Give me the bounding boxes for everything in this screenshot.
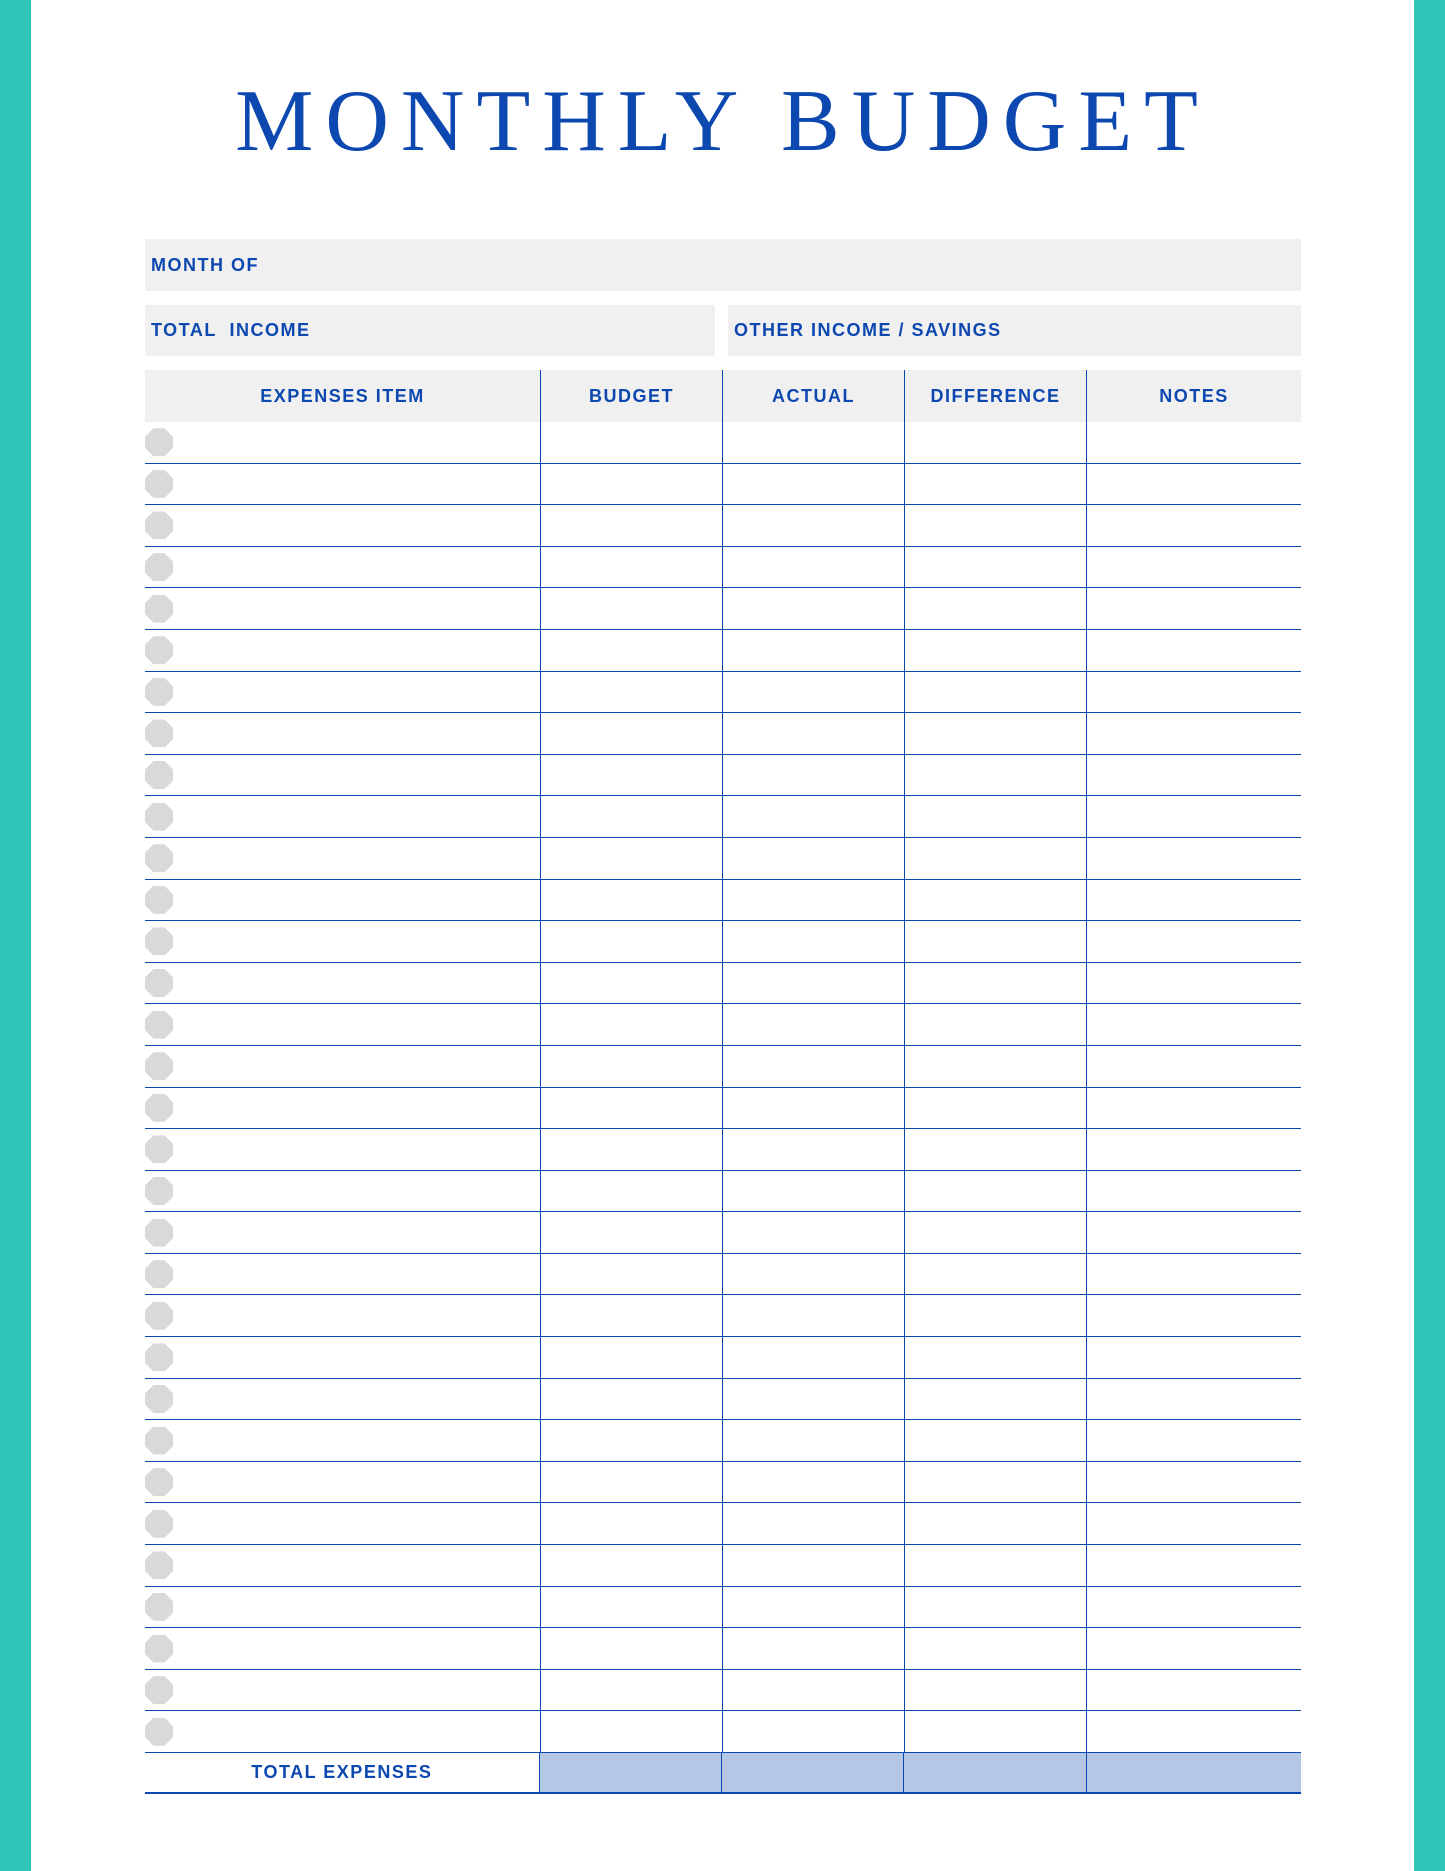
- notes-cell[interactable]: [1086, 1420, 1301, 1461]
- expense-item-cell[interactable]: [145, 921, 540, 962]
- difference-cell[interactable]: [904, 880, 1086, 921]
- notes-cell[interactable]: [1086, 1462, 1301, 1503]
- table-row: [145, 422, 1301, 464]
- header-difference: DIFFERENCE: [904, 370, 1086, 422]
- budget-cell[interactable]: [540, 880, 722, 921]
- bullet-icon: [145, 1676, 173, 1704]
- total-notes-cell[interactable]: [1086, 1753, 1301, 1792]
- actual-cell[interactable]: [722, 422, 904, 463]
- expense-item-cell[interactable]: [145, 505, 540, 546]
- budget-cell[interactable]: [540, 755, 722, 796]
- budget-cell[interactable]: [540, 1004, 722, 1045]
- actual-cell[interactable]: [722, 1171, 904, 1212]
- table-row: [145, 630, 1301, 672]
- expense-item-cell[interactable]: [145, 1337, 540, 1378]
- budget-cell[interactable]: [540, 672, 722, 713]
- table-row: [145, 921, 1301, 963]
- table-row: [145, 1379, 1301, 1421]
- actual-cell[interactable]: [722, 713, 904, 754]
- table-row: [145, 505, 1301, 547]
- difference-cell[interactable]: [904, 1337, 1086, 1378]
- difference-cell[interactable]: [904, 1088, 1086, 1129]
- expense-item-cell[interactable]: [145, 1004, 540, 1045]
- expense-item-cell[interactable]: [145, 547, 540, 588]
- budget-cell[interactable]: [540, 1420, 722, 1461]
- budget-cell[interactable]: [540, 796, 722, 837]
- actual-cell[interactable]: [722, 1628, 904, 1669]
- notes-cell[interactable]: [1086, 1254, 1301, 1295]
- notes-cell[interactable]: [1086, 505, 1301, 546]
- table-row: [145, 713, 1301, 755]
- budget-cell[interactable]: [540, 963, 722, 1004]
- difference-cell[interactable]: [904, 1462, 1086, 1503]
- notes-cell[interactable]: [1086, 1587, 1301, 1628]
- bullet-icon: [145, 1052, 173, 1080]
- table-row: [145, 1545, 1301, 1587]
- actual-cell[interactable]: [722, 1670, 904, 1711]
- notes-cell[interactable]: [1086, 838, 1301, 879]
- difference-cell[interactable]: [904, 713, 1086, 754]
- bullet-icon: [145, 969, 173, 997]
- actual-cell[interactable]: [722, 796, 904, 837]
- budget-cell[interactable]: [540, 1088, 722, 1129]
- budget-cell[interactable]: [540, 1295, 722, 1336]
- difference-cell[interactable]: [904, 1711, 1086, 1752]
- table-row: [145, 672, 1301, 714]
- budget-cell[interactable]: [540, 713, 722, 754]
- expense-item-cell[interactable]: [145, 838, 540, 879]
- difference-cell[interactable]: [904, 1046, 1086, 1087]
- bullet-icon: [145, 1260, 173, 1288]
- header-budget: BUDGET: [540, 370, 722, 422]
- budget-cell[interactable]: [540, 1212, 722, 1253]
- bullet-icon: [145, 678, 173, 706]
- bullet-icon: [145, 1427, 173, 1455]
- difference-cell[interactable]: [904, 1670, 1086, 1711]
- table-row: [145, 1670, 1301, 1712]
- expense-item-cell[interactable]: [145, 1295, 540, 1336]
- expense-item-cell[interactable]: [145, 1046, 540, 1087]
- table-row: [145, 547, 1301, 589]
- expense-item-cell[interactable]: [145, 630, 540, 671]
- total-income-label: TOTAL INCOME: [151, 320, 311, 340]
- difference-cell[interactable]: [904, 1171, 1086, 1212]
- table-row: [145, 1129, 1301, 1171]
- expense-item-cell[interactable]: [145, 713, 540, 754]
- expense-item-cell[interactable]: [145, 963, 540, 1004]
- left-accent-bar: [0, 0, 31, 1871]
- difference-cell[interactable]: [904, 1295, 1086, 1336]
- header-expenses-item: EXPENSES ITEM: [260, 385, 425, 406]
- expense-item-cell[interactable]: [145, 1462, 540, 1503]
- notes-cell[interactable]: [1086, 1545, 1301, 1586]
- total-expenses-label: TOTAL EXPENSES: [251, 1762, 433, 1782]
- notes-cell[interactable]: [1086, 1046, 1301, 1087]
- table-row: [145, 755, 1301, 797]
- bullet-icon: [145, 719, 173, 747]
- notes-cell[interactable]: [1086, 1129, 1301, 1170]
- difference-cell[interactable]: [904, 1587, 1086, 1628]
- actual-cell[interactable]: [722, 1295, 904, 1336]
- difference-cell[interactable]: [904, 838, 1086, 879]
- table-row: [145, 880, 1301, 922]
- bullet-icon: [145, 553, 173, 581]
- total-budget-cell[interactable]: [539, 1753, 721, 1792]
- actual-cell[interactable]: [722, 547, 904, 588]
- bullet-icon: [145, 803, 173, 831]
- notes-cell[interactable]: [1086, 464, 1301, 505]
- bullet-icon: [145, 1094, 173, 1122]
- budget-cell[interactable]: [540, 1587, 722, 1628]
- notes-cell[interactable]: [1086, 1088, 1301, 1129]
- expense-item-cell[interactable]: [145, 1503, 540, 1544]
- budget-cell[interactable]: [540, 1046, 722, 1087]
- expense-item-cell[interactable]: [145, 1129, 540, 1170]
- difference-cell[interactable]: [904, 1379, 1086, 1420]
- actual-cell[interactable]: [722, 1587, 904, 1628]
- expense-item-cell[interactable]: [145, 880, 540, 921]
- actual-cell[interactable]: [722, 588, 904, 629]
- notes-cell[interactable]: [1086, 1004, 1301, 1045]
- actual-cell[interactable]: [722, 1711, 904, 1752]
- notes-cell[interactable]: [1086, 796, 1301, 837]
- budget-cell[interactable]: [540, 630, 722, 671]
- bullet-icon: [145, 1385, 173, 1413]
- total-income-field[interactable]: [145, 305, 715, 356]
- total-difference-cell[interactable]: [903, 1753, 1085, 1792]
- budget-cell[interactable]: [540, 1171, 722, 1212]
- expense-item-cell[interactable]: [145, 1254, 540, 1295]
- notes-cell[interactable]: [1086, 1212, 1301, 1253]
- budget-cell[interactable]: [540, 838, 722, 879]
- table-row: [145, 464, 1301, 506]
- actual-cell[interactable]: [722, 1420, 904, 1461]
- header-actual: ACTUAL: [722, 370, 904, 422]
- bullet-icon: [145, 1177, 173, 1205]
- bullet-icon: [145, 1343, 173, 1371]
- expense-item-cell[interactable]: [145, 422, 540, 463]
- actual-cell[interactable]: [722, 1254, 904, 1295]
- actual-cell[interactable]: [722, 464, 904, 505]
- bullet-icon: [145, 1510, 173, 1538]
- notes-cell[interactable]: [1086, 1670, 1301, 1711]
- budget-cell[interactable]: [540, 588, 722, 629]
- header-notes: NOTES: [1086, 370, 1301, 422]
- budget-cell[interactable]: [540, 1711, 722, 1752]
- table-row: [145, 1337, 1301, 1379]
- actual-cell[interactable]: [722, 1004, 904, 1045]
- expense-item-cell[interactable]: [145, 1587, 540, 1628]
- total-expenses-row: [145, 1753, 1301, 1794]
- total-actual-cell[interactable]: [721, 1753, 903, 1792]
- budget-cell[interactable]: [540, 1545, 722, 1586]
- table-row: [145, 1462, 1301, 1504]
- budget-cell[interactable]: [540, 464, 722, 505]
- bullet-icon: [145, 1302, 173, 1330]
- actual-cell[interactable]: [722, 1337, 904, 1378]
- table-row: [145, 1295, 1301, 1337]
- expense-item-cell[interactable]: [145, 588, 540, 629]
- notes-cell[interactable]: [1086, 1295, 1301, 1336]
- actual-cell[interactable]: [722, 1379, 904, 1420]
- difference-cell[interactable]: [904, 921, 1086, 962]
- actual-cell[interactable]: [722, 963, 904, 1004]
- bullet-icon: [145, 636, 173, 664]
- actual-cell[interactable]: [722, 1212, 904, 1253]
- table-header: [145, 370, 1301, 422]
- expense-item-cell[interactable]: [145, 755, 540, 796]
- expense-item-cell[interactable]: [145, 1628, 540, 1669]
- notes-cell[interactable]: [1086, 880, 1301, 921]
- bullet-icon: [145, 1551, 173, 1579]
- month-of-field[interactable]: [145, 239, 1301, 291]
- bullet-icon: [145, 927, 173, 955]
- notes-cell[interactable]: [1086, 1171, 1301, 1212]
- actual-cell[interactable]: [722, 1088, 904, 1129]
- expense-item-cell[interactable]: [145, 672, 540, 713]
- bullet-icon: [145, 511, 173, 539]
- actual-cell[interactable]: [722, 755, 904, 796]
- difference-cell[interactable]: [904, 1004, 1086, 1045]
- expense-item-cell[interactable]: [145, 796, 540, 837]
- table-row: [145, 1004, 1301, 1046]
- table-row: [145, 1212, 1301, 1254]
- difference-cell[interactable]: [904, 547, 1086, 588]
- actual-cell[interactable]: [722, 630, 904, 671]
- budget-cell[interactable]: [540, 422, 722, 463]
- table-row: [145, 1628, 1301, 1670]
- expense-item-cell[interactable]: [145, 1420, 540, 1461]
- other-income-label: OTHER INCOME / SAVINGS: [734, 320, 1002, 340]
- bullet-icon: [145, 761, 173, 789]
- expense-item-cell[interactable]: [145, 1212, 540, 1253]
- budget-cell[interactable]: [540, 1337, 722, 1378]
- difference-cell[interactable]: [904, 796, 1086, 837]
- page-title: MONTHLY BUDGET: [235, 73, 1210, 170]
- budget-cell[interactable]: [540, 547, 722, 588]
- difference-cell[interactable]: [904, 1503, 1086, 1544]
- bullet-icon: [145, 1635, 173, 1663]
- bullet-icon: [145, 1468, 173, 1496]
- difference-cell[interactable]: [904, 588, 1086, 629]
- notes-cell[interactable]: [1086, 422, 1301, 463]
- bullet-icon: [145, 595, 173, 623]
- actual-cell[interactable]: [722, 880, 904, 921]
- expenses-table: [145, 370, 1301, 1794]
- difference-cell[interactable]: [904, 422, 1086, 463]
- budget-cell[interactable]: [540, 1379, 722, 1420]
- notes-cell[interactable]: [1086, 713, 1301, 754]
- budget-cell[interactable]: [540, 1628, 722, 1669]
- expense-item-cell[interactable]: [145, 1379, 540, 1420]
- notes-cell[interactable]: [1086, 1337, 1301, 1378]
- difference-cell[interactable]: [904, 464, 1086, 505]
- bullet-icon: [145, 844, 173, 872]
- table-row: [145, 1420, 1301, 1462]
- table-row: [145, 796, 1301, 838]
- difference-cell[interactable]: [904, 1212, 1086, 1253]
- expense-item-cell[interactable]: [145, 1171, 540, 1212]
- bullet-icon: [145, 1593, 173, 1621]
- table-row: [145, 1711, 1301, 1753]
- difference-cell[interactable]: [904, 755, 1086, 796]
- expense-item-cell[interactable]: [145, 464, 540, 505]
- actual-cell[interactable]: [722, 1046, 904, 1087]
- table-row: [145, 1046, 1301, 1088]
- budget-cell[interactable]: [540, 1462, 722, 1503]
- bullet-icon: [145, 1718, 173, 1746]
- notes-cell[interactable]: [1086, 1503, 1301, 1544]
- table-row: [145, 1254, 1301, 1296]
- actual-cell[interactable]: [722, 1503, 904, 1544]
- table-row: [145, 1171, 1301, 1213]
- bullet-icon: [145, 1219, 173, 1247]
- actual-cell[interactable]: [722, 1545, 904, 1586]
- table-row: [145, 1503, 1301, 1545]
- budget-cell[interactable]: [540, 921, 722, 962]
- right-accent-bar: [1414, 0, 1445, 1871]
- actual-cell[interactable]: [722, 505, 904, 546]
- difference-cell[interactable]: [904, 1420, 1086, 1461]
- actual-cell[interactable]: [722, 838, 904, 879]
- notes-cell[interactable]: [1086, 755, 1301, 796]
- notes-cell[interactable]: [1086, 963, 1301, 1004]
- table-row: [145, 1088, 1301, 1130]
- budget-cell[interactable]: [540, 1670, 722, 1711]
- month-of-label: MONTH OF: [151, 254, 259, 275]
- actual-cell[interactable]: [722, 921, 904, 962]
- difference-cell[interactable]: [904, 630, 1086, 671]
- notes-cell[interactable]: [1086, 1379, 1301, 1420]
- difference-cell[interactable]: [904, 505, 1086, 546]
- other-income-field[interactable]: [728, 305, 1301, 356]
- notes-cell[interactable]: [1086, 1628, 1301, 1669]
- budget-cell[interactable]: [540, 1129, 722, 1170]
- table-row: [145, 588, 1301, 630]
- expense-item-cell[interactable]: [145, 1670, 540, 1711]
- bullet-icon: [145, 1011, 173, 1039]
- notes-cell[interactable]: [1086, 547, 1301, 588]
- difference-cell[interactable]: [904, 1129, 1086, 1170]
- bullet-icon: [145, 428, 173, 456]
- actual-cell[interactable]: [722, 1462, 904, 1503]
- actual-cell[interactable]: [722, 672, 904, 713]
- notes-cell[interactable]: [1086, 921, 1301, 962]
- expense-item-cell[interactable]: [145, 1088, 540, 1129]
- budget-cell[interactable]: [540, 1503, 722, 1544]
- table-row: [145, 838, 1301, 880]
- bullet-icon: [145, 1135, 173, 1163]
- expense-item-cell[interactable]: [145, 1545, 540, 1586]
- difference-cell[interactable]: [904, 1545, 1086, 1586]
- difference-cell[interactable]: [904, 1254, 1086, 1295]
- budget-cell[interactable]: [540, 1254, 722, 1295]
- notes-cell[interactable]: [1086, 672, 1301, 713]
- table-row: [145, 963, 1301, 1005]
- difference-cell[interactable]: [904, 672, 1086, 713]
- bullet-icon: [145, 886, 173, 914]
- notes-cell[interactable]: [1086, 588, 1301, 629]
- budget-cell[interactable]: [540, 505, 722, 546]
- difference-cell[interactable]: [904, 1628, 1086, 1669]
- difference-cell[interactable]: [904, 963, 1086, 1004]
- table-body: [145, 422, 1301, 1753]
- notes-cell[interactable]: [1086, 630, 1301, 671]
- table-row: [145, 1587, 1301, 1629]
- expense-item-cell[interactable]: [145, 1711, 540, 1752]
- actual-cell[interactable]: [722, 1129, 904, 1170]
- bullet-icon: [145, 470, 173, 498]
- notes-cell[interactable]: [1086, 1711, 1301, 1752]
